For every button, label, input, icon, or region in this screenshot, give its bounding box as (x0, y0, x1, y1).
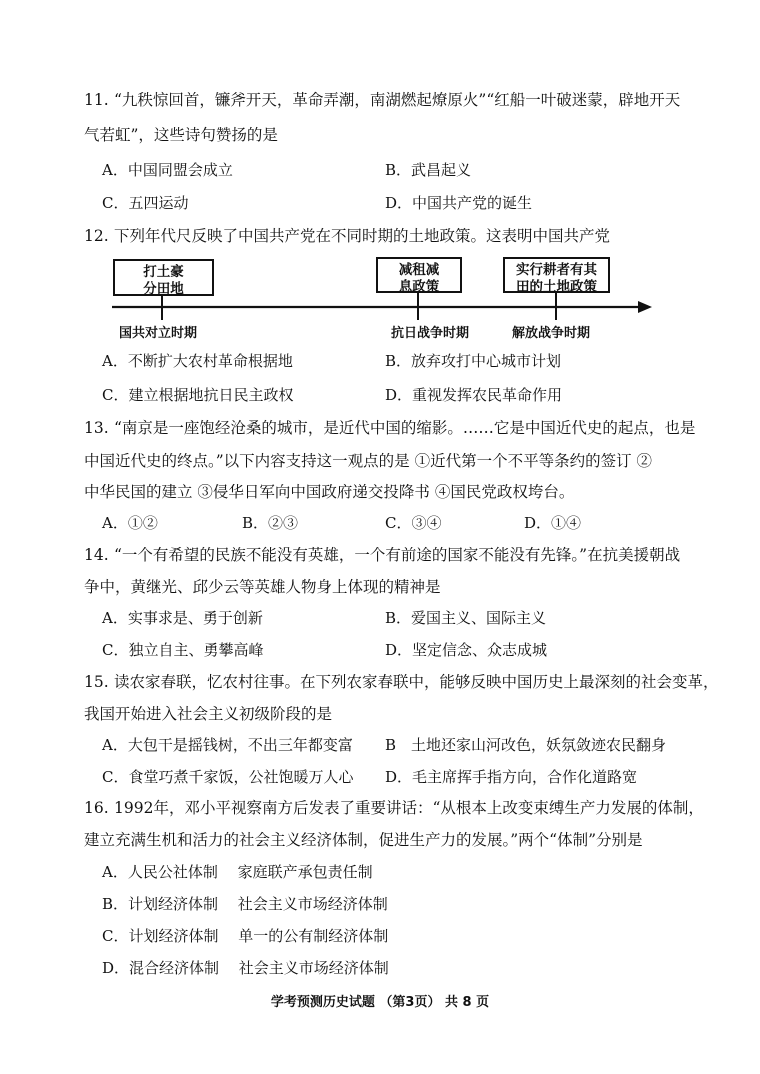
question-number: 12. (84, 227, 109, 245)
option-d[interactable]: D．毛主席挥手指方向，合作化道路宽 (385, 768, 638, 786)
timeline-axis (0, 0, 760, 360)
question-text-line: “一个有希望的民族不能没有英雄，一个有前途的国家不能没有先锋。”在抗美援朝战 (114, 546, 681, 564)
option-b[interactable]: B．武昌起义 (385, 161, 472, 179)
option-d[interactable]: D．重视发挥农民革命作用 (385, 386, 563, 404)
option-a[interactable]: A．人民公社体制 家庭联产承包责任制 (102, 863, 373, 881)
question-text-line: 读农家春联，忆农村往事。在下列农家春联中，能够反映中国历史上最深刻的社会变革， (114, 673, 719, 691)
option-c[interactable]: C．③④ (385, 514, 442, 532)
question-text-line: “九秩惊回首，镰斧开天，革命弄潮，南湖燃起燎原火”“红船一叶破迷蒙，辟地开天 (114, 91, 681, 109)
timeline-box-1: 打土豪 分田地 (113, 259, 214, 296)
question-number: 16. (84, 799, 109, 817)
question-text-line: 下列年代尺反映了中国共产党在不同时期的土地政策。这表明中国共产党 (114, 227, 611, 245)
question-number: 11. (84, 91, 109, 109)
timeline-label-3: 解放战争时期 (512, 326, 591, 341)
timeline-box-2: 减租减 息政策 (376, 257, 462, 293)
option-d[interactable]: D．坚定信念、众志成城 (385, 641, 548, 659)
question-text-line: 建立充满生机和活力的社会主义经济体制，促进生产力的发展。”两个“体制”分别是 (84, 831, 643, 849)
question-text-line: 中华民国的建立 ③侵华日军向中国政府递交投降书 ④国民党政权垮台。 (84, 483, 575, 501)
option-a[interactable]: A．实事求是、勇于创新 (102, 609, 263, 627)
option-d[interactable]: D．中国共产党的诞生 (385, 194, 533, 212)
option-a[interactable]: A．①② (102, 514, 158, 532)
option-c[interactable]: C．五四运动 (102, 194, 189, 212)
option-c[interactable]: C．独立自主、勇攀高峰 (102, 641, 264, 659)
question-text-line: 中国近代史的终点。”以下内容支持这一观点的是 ①近代第一个不平等条约的签订 ② (84, 452, 653, 470)
question-number: 13. (84, 419, 109, 437)
option-d[interactable]: D．①④ (524, 514, 582, 532)
option-c[interactable]: C．计划经济体制 单一的公有制经济体制 (102, 927, 389, 945)
option-b[interactable]: B 土地还家山河改色，妖氛敛迹农民翻身 (385, 736, 667, 754)
option-b[interactable]: B．爱国主义、国际主义 (385, 609, 547, 627)
question-text-line: 我国开始进入社会主义初级阶段的是 (84, 705, 333, 723)
option-b[interactable]: B．②③ (242, 514, 299, 532)
option-c[interactable]: C．建立根据地抗日民主政权 (102, 386, 294, 404)
option-b[interactable]: B．计划经济体制 社会主义市场经济体制 (102, 895, 388, 913)
timeline-box-3: 实行耕者有其 田的土地政策 (503, 257, 610, 293)
page-footer: 学考预测历史试题 （第3页） 共 8 页 (270, 995, 490, 1010)
timeline-label-1: 国共对立时期 (119, 326, 198, 341)
question-text-line: 1992年，邓小平视察南方后发表了重要讲话：“从根本上改变束缚生产力发展的体制， (114, 799, 704, 817)
option-c[interactable]: C．食堂巧煮千家饭，公社饱暖万人心 (102, 768, 354, 786)
question-text-line: 气若虹”，这些诗句赞扬的是 (84, 126, 278, 144)
question-text-line: “南京是一座饱经沧桑的城市，是近代中国的缩影。……它是中国近代史的起点，也是 (114, 419, 696, 437)
question-text-line: 争中，黄继光、邱少云等英雄人物身上体现的精神是 (84, 578, 441, 596)
question-number: 15. (84, 673, 109, 691)
option-a[interactable]: A．不断扩大农村革命根据地 (102, 352, 293, 370)
option-a[interactable]: A．中国同盟会成立 (102, 161, 233, 179)
timeline-label-2: 抗日战争时期 (391, 326, 470, 341)
option-b[interactable]: B．放弃攻打中心城市计划 (385, 352, 562, 370)
option-a[interactable]: A．大包干是摇钱树，不出三年都变富 (102, 736, 353, 754)
option-d[interactable]: D．混合经济体制 社会主义市场经济体制 (102, 959, 389, 977)
question-number: 14. (84, 546, 109, 564)
